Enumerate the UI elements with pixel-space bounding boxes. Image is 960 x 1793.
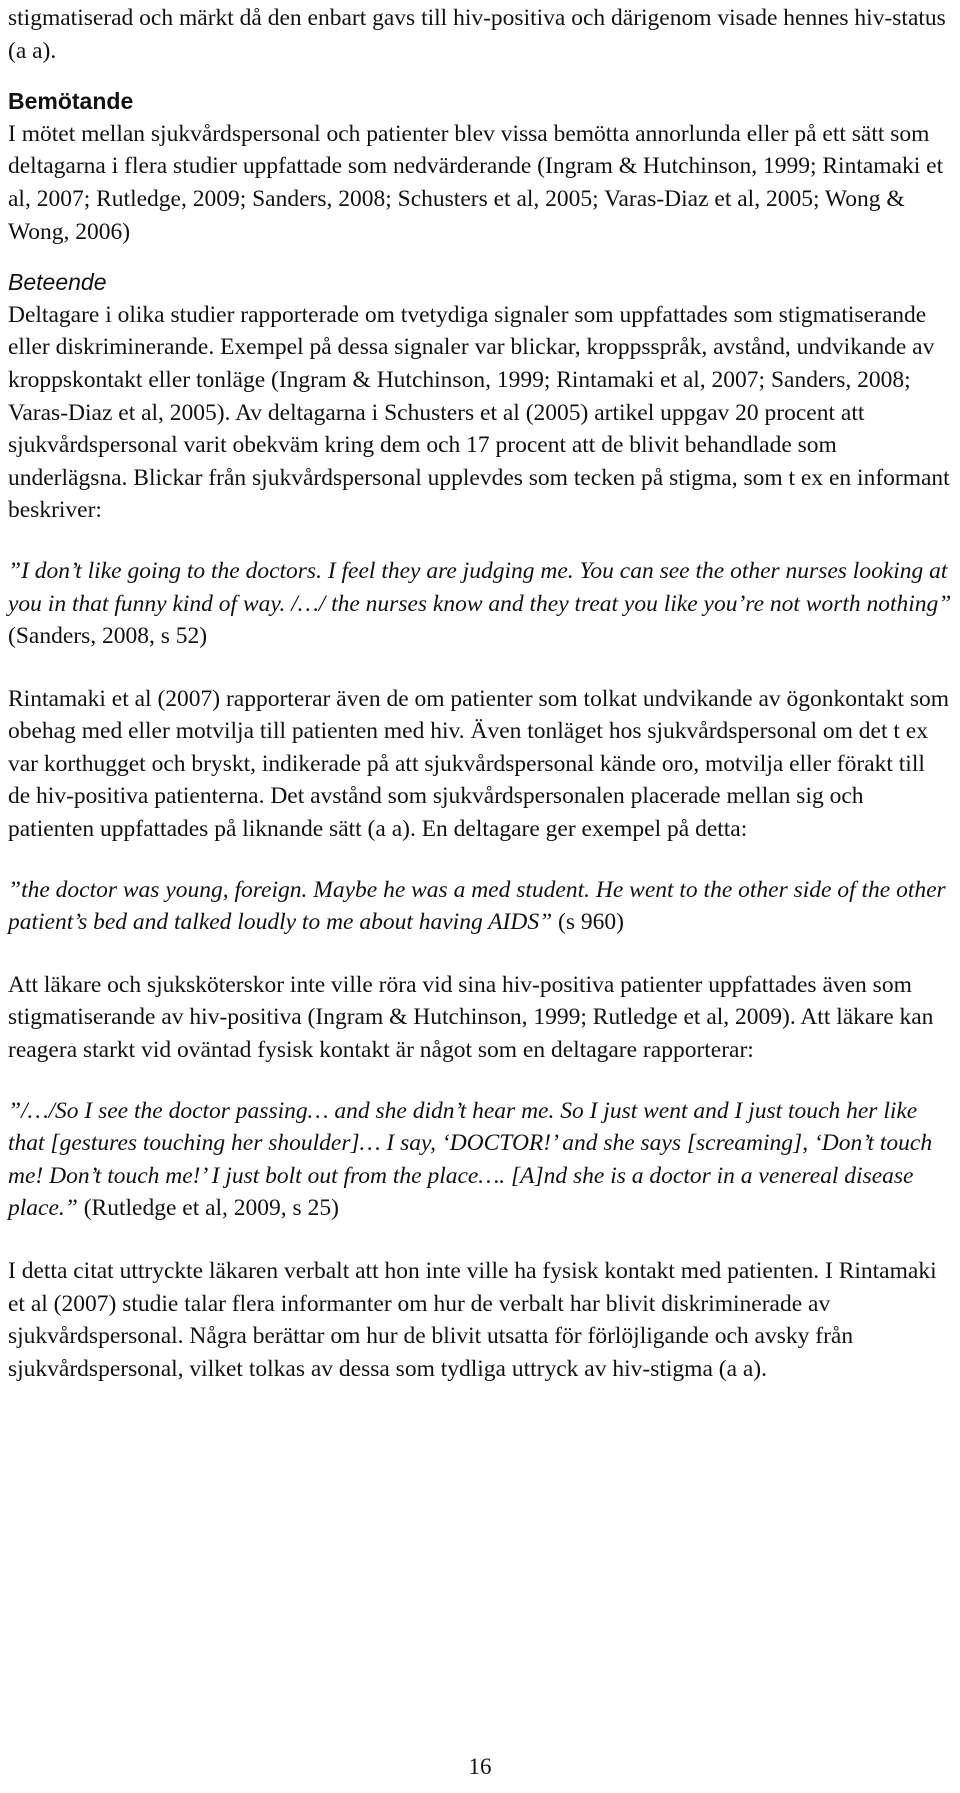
quote-doctor-young-citation: (s 960) [552, 909, 624, 936]
heading-bemotande: Bemötande [8, 88, 134, 115]
quote-doctor-young-text: ”the doctor was young, foreign. Maybe he was a med student. He went to the other side of the other patient’s bed and talked loudly to me about having AIDS” [8, 876, 946, 936]
quote-rutledge-citation: (Rutledge et al, 2009, s 25) [77, 1195, 339, 1222]
quote-sanders-text: ”I don’t like going to the doctors. I feel they are judging me. You can see the other nurses looking at you in that funny kind of way. /…/ the nurses know and they treat you like you’re not worth nothing” [8, 557, 952, 617]
bemotande-paragraph: I mötet mellan sjukvårdspersonal och patienter blev vissa bemötta annorlunda eller på ett sätt som deltagarna i flera studier uppfattade som nedvärderande (Ingram & Hutchinson, 1999; Rintamaki et al, 2007; Rutledge, 2009; Sanders, 2008; Schusters et al, 2005; Varas-Diaz et al, 2005; Wong & Wong, 2006) [8, 120, 944, 245]
page-number: 16 [468, 1754, 492, 1779]
beteende-paragraph: Deltagare i olika studier rapporterade om tvetydiga signaler som uppfattades som stigmatiserande eller diskriminerande. Exempel på dessa signaler var blickar, kroppsspråk, avstånd, undvikande av kroppskontakt eller tonläge (Ingram & Hutchinson, 1999; Rintamaki et al, 2007; Sanders, 2008; Varas-Diaz et al, 2005). Av deltagarna i Schusters et al (2005) artikel uppgav 20 procent att sjukvårdspersonal varit obekväm kring dem och 17 procent att de blivit behandlade som underlägsna. Blickar från sjukvårdspersonal upplevdes som tecken på stigma, som t ex en informant beskriver: [8, 301, 950, 524]
intro-paragraph: stigmatiserad och märkt då den enbart gavs till hiv-positiva och därigenom visade hennes hiv-status (a a). [8, 5, 946, 64]
quote-rutledge [8, 1095, 952, 1225]
rintamaki-paragraph: Rintamaki et al (2007) rapporterar även de om patienter som tolkat undvikande av ögonkontakt som obehag med eller motvilja till patienten med hiv. Även tonläget hos sjukvårdspersonal om det t ex var korthugget och bryskt, indikerade på att sjukvårdspersonal kände oro, motvilja eller förakt till de hiv-positiva patienterna. Det avstånd som sjukvårdspersonalen placerade mellan sig och patienten uppfattades på liknande sätt (a a). En deltagare ger exempel på detta: [8, 685, 950, 843]
document-page [8, 0, 952, 1385]
heading-beteende: Beteende [8, 269, 107, 296]
quote-sanders [8, 555, 952, 653]
citat-paragraph: I detta citat uttryckte läkaren verbalt att hon inte ville ha fysisk kontakt med patienten. I Rintamaki et al (2007) studie talar flera informanter om hur de verbalt har blivit diskriminerade av sjukvårdspersonal. Några berättar om hur de blivit utsatta för förlöjligande och avsky från sjukvårdspersonal, vilket tolkas av dessa som tydliga uttryck av hiv-stigma (a a). [8, 1258, 937, 1382]
quote-rutledge-text: ”/…/So I see the doctor passing… and she didn’t hear me. So I just went and I just touch her like that [gestures touching her shoulder]… I say, ‘DOCTOR!’ and she says [screaming], ‘Don’t touch me! Don’t touch me!’ I just bolt out from the place…. [A]nd she is a doctor in a venereal disease place.” [8, 1097, 933, 1222]
quote-sanders-citation: (Sanders, 2008, s 52) [8, 623, 208, 650]
quote-doctor-young [8, 874, 952, 939]
lakare-paragraph: Att läkare och sjuksköterskor inte ville röra vid sina hiv-positiva patienter uppfattades även som stigmatiserande av hiv-positiva (Ingram & Hutchinson, 1999; Rutledge et al, 2009). Att läkare kan reagera starkt vid oväntad fysisk kontakt är något som en deltagare rapporterar: [8, 971, 934, 1064]
